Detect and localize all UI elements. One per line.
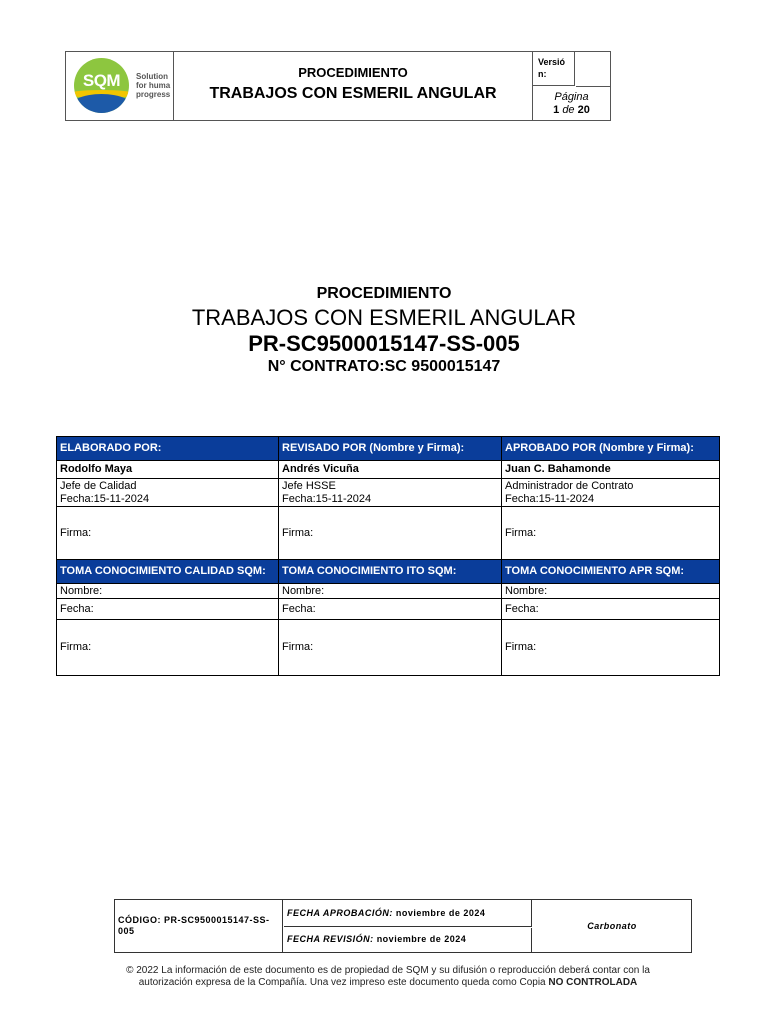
ito-firma: Firma: <box>279 620 502 676</box>
footer-area: Carbonato <box>587 921 637 931</box>
elaborado-name: Rodolfo Maya <box>57 461 279 479</box>
calidad-firma: Firma: <box>57 620 279 676</box>
ito-header: TOMA CONOCIMIENTO ITO SQM: <box>279 560 502 584</box>
knowledge-fecha-row <box>57 599 720 620</box>
ito-nombre: Nombre: <box>279 584 502 599</box>
knowledge-header-row <box>57 560 720 584</box>
page-indicator: Página 1 de 20 <box>553 91 590 116</box>
footer-code: CÓDIGO: PR-SC9500015147-SS-005 <box>115 900 283 952</box>
header-title-cell <box>174 52 533 120</box>
approvals-table <box>56 436 720 676</box>
elaborado-header: ELABORADO POR: <box>57 437 279 461</box>
signature-row <box>57 507 720 560</box>
sqm-logo <box>74 58 129 113</box>
apr-firma: Firma: <box>502 620 720 676</box>
apr-header: TOMA CONOCIMIENTO APR SQM: <box>502 560 720 584</box>
copyright-notice: © 2022 La información de este documento es de propiedad de SQM y su difusión o reproducción deberá contar con la autorización expresa de la Compañía. Una vez impreso este documento queda como Copia NO CONTROLADA <box>126 965 650 988</box>
approval-date: FECHA APROBACIÓN: noviembre de 2024 <box>284 900 532 927</box>
aprobado-firma: Firma: <box>502 507 720 560</box>
doc-type: PROCEDIMIENTO <box>316 285 452 302</box>
revisado-firma: Firma: <box>279 507 502 560</box>
knowledge-nombre-row <box>57 584 720 599</box>
apr-nombre: Nombre: <box>502 584 720 599</box>
version-value <box>576 52 610 87</box>
contract-number: N° CONTRATO:SC 9500015147 <box>267 358 501 375</box>
approvals-header-row <box>57 437 720 461</box>
elaborado-firma: Firma: <box>57 507 279 560</box>
aprobado-header: APROBADO POR (Nombre y Firma): <box>502 437 720 461</box>
elaborado-role: Jefe de Calidad <box>60 479 137 492</box>
logo-tagline: Solution for huma progress <box>136 72 171 99</box>
header-title-line1: PROCEDIMIENTO <box>298 65 408 80</box>
revisado-role: Jefe HSSE <box>282 479 336 492</box>
aprobado-name: Juan C. Bahamonde <box>502 461 720 479</box>
document-header <box>65 51 611 121</box>
aprobado-role: Administrador de Contrato <box>505 479 634 492</box>
revisado-header: REVISADO POR (Nombre y Firma): <box>279 437 502 461</box>
document-footer <box>114 899 692 953</box>
logo-cell <box>66 52 174 120</box>
names-row <box>57 461 720 479</box>
logo-text: SQM <box>82 71 121 90</box>
doc-code: PR-SC9500015147-SS-005 <box>248 331 520 356</box>
revisado-date: Fecha:15-11-2024 <box>282 492 372 505</box>
elaborado-date: Fecha:15-11-2024 <box>60 492 150 505</box>
doc-title: TRABAJOS CON ESMERIL ANGULAR <box>191 305 577 330</box>
header-title-line2: TRABAJOS CON ESMERIL ANGULAR <box>209 85 497 102</box>
knowledge-firma-row <box>57 620 720 676</box>
revisado-name: Andrés Vicuña <box>279 461 502 479</box>
aprobado-date: Fecha:15-11-2024 <box>505 492 595 505</box>
revision-date: FECHA REVISIÓN: noviembre de 2024 <box>284 928 532 952</box>
calidad-header: TOMA CONOCIMIENTO CALIDAD SQM: <box>57 560 279 584</box>
calidad-nombre: Nombre: <box>57 584 279 599</box>
apr-fecha: Fecha: <box>502 599 720 620</box>
calidad-fecha: Fecha: <box>57 599 279 620</box>
roles-row <box>57 479 720 507</box>
ito-fecha: Fecha: <box>279 599 502 620</box>
version-label: Versión: <box>533 52 575 86</box>
